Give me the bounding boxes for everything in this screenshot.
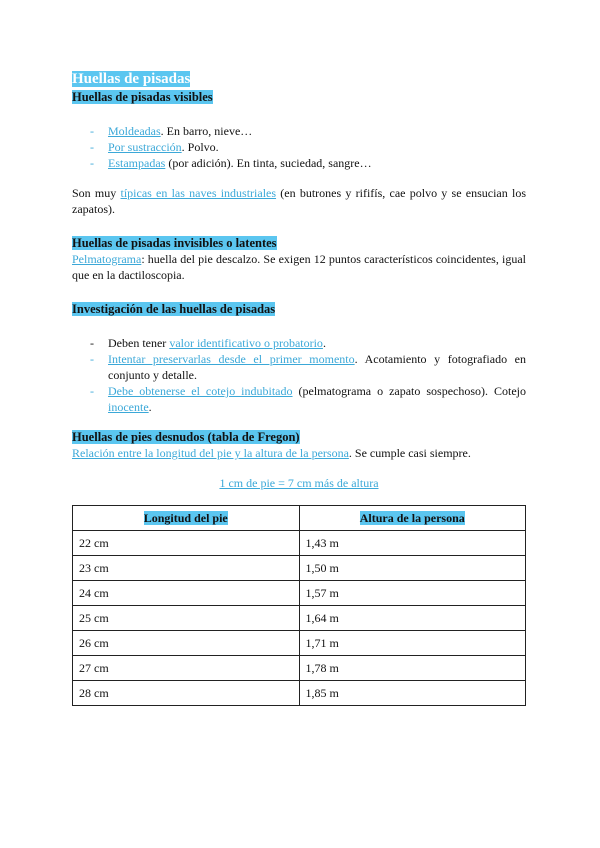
heading-investigacion: Investigación de las huellas de pisadas xyxy=(72,302,276,316)
link-rule[interactable]: 1 cm de pie = 7 cm más de altura xyxy=(219,476,379,490)
table-row: 26 cm 1,71 m xyxy=(73,631,526,656)
paragraph-pelmatograma: Pelmatograma: huella del pie descalzo. Se exigen 12 puntos característicos coincidentes, igual que en la dactiloscopia. xyxy=(72,252,526,282)
link-moldeadas[interactable]: Moldeadas xyxy=(108,124,161,138)
link-pelmatograma[interactable]: Pelmatograma xyxy=(72,252,142,266)
link-inocente[interactable]: inocente xyxy=(108,400,149,414)
heading-fregon: Huellas de pies desnudos (tabla de Fregon) xyxy=(72,430,300,444)
link-preservarlas[interactable]: Intentar preservarlas desde el primer momento xyxy=(108,352,355,366)
list-item: - Moldeadas. En barro, nieve… xyxy=(72,123,526,139)
heading-invisibles: Huellas de pisadas invisibles o latentes xyxy=(72,236,277,250)
table-header-row xyxy=(73,506,526,531)
document-page xyxy=(72,70,526,706)
table-row: 27 cm 1,78 m xyxy=(73,656,526,681)
link-naves-industriales[interactable]: típicas en las naves industriales xyxy=(120,186,277,200)
paragraph-naves: Son muy típicas en las naves industriales (en butrones y rififís, cae polvo y se ensucian los zapatos). xyxy=(72,186,526,216)
list-item: - Estampadas (por adición). En tinta, suciedad, sangre… xyxy=(72,155,526,171)
link-cotejo-indubitado[interactable]: Debe obtenerse el cotejo indubitado xyxy=(108,384,293,398)
list-item: - Intentar preservarlas desde el primer momento. Acotamiento y fotografiado en conjunto y detalle. xyxy=(72,351,526,383)
paragraph-relacion: Relación entre la longitud del pie y la altura de la persona. Se cumple casi siempre. xyxy=(72,446,471,460)
rule-line xyxy=(72,475,526,491)
investigacion-list xyxy=(72,335,526,415)
col-longitud: Longitud del pie xyxy=(73,506,300,531)
table-row: 25 cm 1,64 m xyxy=(73,606,526,631)
link-por-sustraccion[interactable]: Por sustracción xyxy=(108,140,182,154)
heading-visibles: Huellas de pisadas visibles xyxy=(72,90,213,104)
link-estampadas[interactable]: Estampadas xyxy=(108,156,166,170)
table-row: 23 cm 1,50 m xyxy=(73,556,526,581)
link-valor-identificativo[interactable]: valor identificativo o probatorio xyxy=(169,336,323,350)
list-item: - Debe obtenerse el cotejo indubitado (pelmatograma o zapato sospechoso). Cotejo inocente. xyxy=(72,383,526,415)
link-relacion[interactable]: Relación entre la longitud del pie y la altura de la persona xyxy=(72,446,349,460)
fregon-table xyxy=(72,505,526,706)
table-row: 22 cm 1,43 m xyxy=(73,531,526,556)
col-altura: Altura de la persona xyxy=(299,506,526,531)
visibles-list xyxy=(72,123,526,171)
table-row: 24 cm 1,57 m xyxy=(73,581,526,606)
list-item: - Por sustracción. Polvo. xyxy=(72,139,526,155)
list-item: - Deben tener valor identificativo o probatorio. xyxy=(72,335,526,351)
document-title: Huellas de pisadas xyxy=(72,71,191,87)
table-row: 28 cm 1,85 m xyxy=(73,681,526,706)
